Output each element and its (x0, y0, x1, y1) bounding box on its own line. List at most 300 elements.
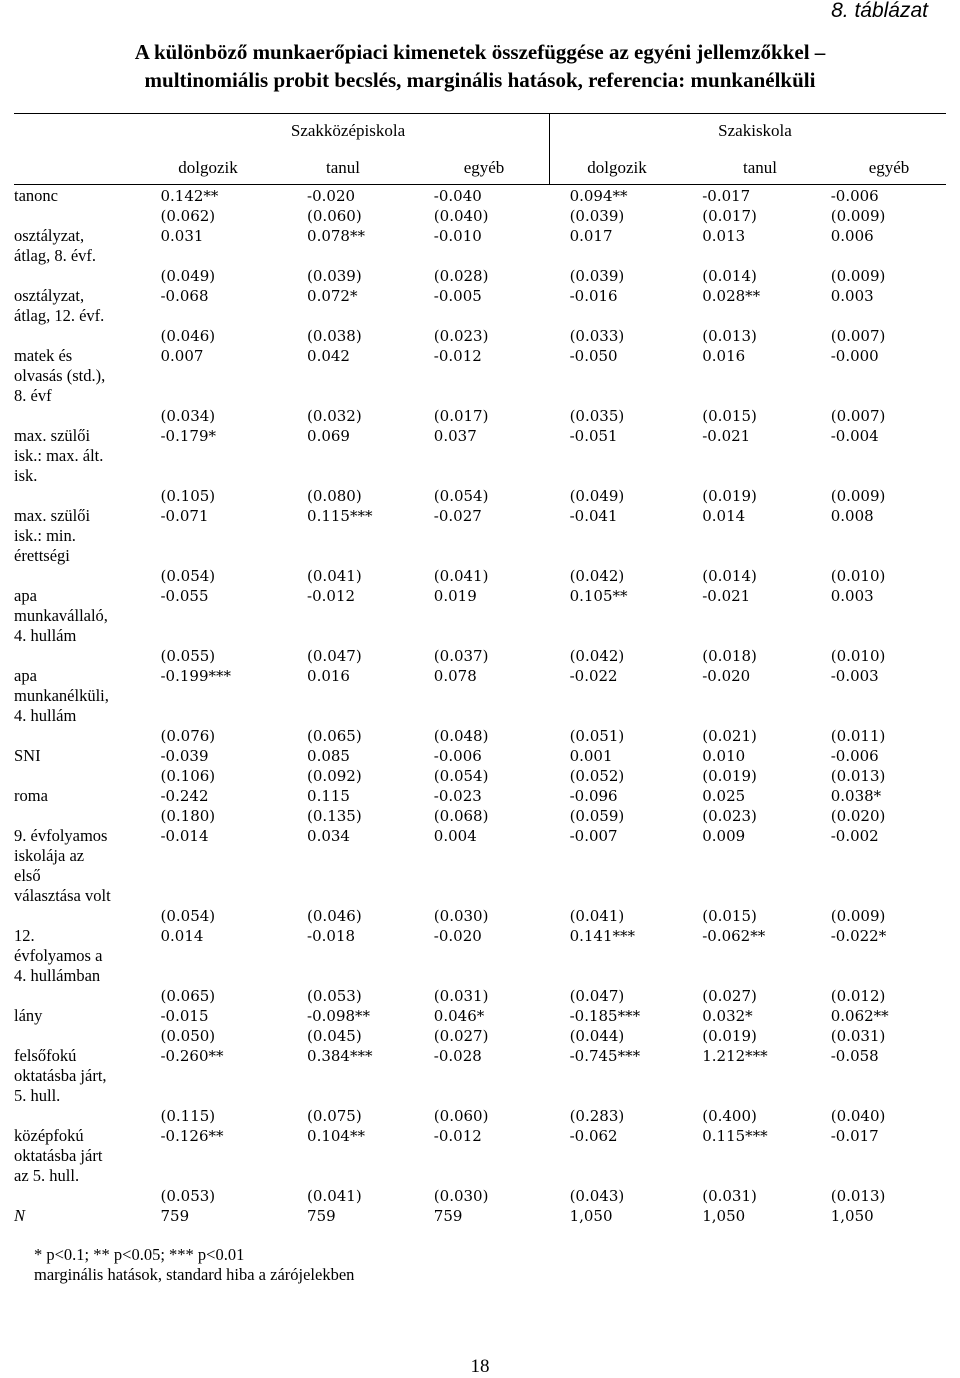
coef-cell (702, 606, 831, 626)
coef-cell (570, 866, 703, 886)
row-label: isk. (14, 466, 38, 485)
se-cell: (0.015) (702, 907, 757, 925)
coef-cell (831, 1066, 960, 1086)
n-cell: 1,050 (830, 1207, 874, 1225)
coef-cell (160, 626, 307, 646)
se-cell: (0.031) (433, 987, 489, 1005)
coef-cell (307, 446, 434, 466)
coef-cell (831, 546, 960, 566)
row-label: az 5. hull. (14, 1166, 80, 1185)
se-cell: (0.009) (830, 207, 886, 225)
coef-cell (307, 846, 434, 866)
coef-cell (570, 306, 703, 326)
coef-cell: 0.010 (702, 747, 746, 765)
coef-cell (702, 366, 831, 386)
se-cell: (0.050) (160, 1027, 216, 1045)
se-cell: (0.041) (433, 567, 489, 585)
se-cell: (0.115) (160, 1107, 216, 1125)
column-header: egyéb (868, 158, 910, 177)
se-cell: (0.027) (702, 987, 757, 1005)
se-cell: (0.007) (830, 327, 886, 345)
row-label: 8. évf (14, 386, 52, 405)
coef-cell: -0.022 (569, 667, 618, 685)
coef-cell (831, 526, 960, 546)
table-row-se (14, 266, 960, 286)
coef-cell: 0.009 (702, 827, 746, 845)
se-cell: (0.027) (433, 1027, 489, 1045)
coef-cell (702, 466, 831, 486)
row-label-empty (14, 806, 160, 826)
se-cell: (0.009) (830, 907, 886, 925)
coef-cell: -0.006 (830, 747, 879, 765)
se-cell: (0.040) (830, 1107, 886, 1125)
coef-cell (434, 446, 570, 466)
coef-cell: 0.072* (307, 287, 358, 305)
coef-cell (570, 446, 703, 466)
coef-cell: -0.014 (160, 827, 209, 845)
coef-cell (831, 846, 960, 866)
table-row (14, 966, 960, 986)
se-cell: (0.046) (160, 327, 216, 345)
se-cell: (0.014) (702, 567, 757, 585)
coef-cell (307, 366, 434, 386)
coef-cell: 0.142** (160, 187, 219, 205)
row-label: tanonc (14, 186, 58, 205)
coef-cell (570, 246, 703, 266)
row-label: max. szülői (14, 506, 91, 525)
coef-cell: 0.115*** (702, 1127, 768, 1145)
se-cell: (0.135) (307, 807, 362, 825)
row-label: átlag, 12. évf. (14, 306, 105, 325)
coef-cell (160, 686, 307, 706)
coef-cell: -0.012 (433, 347, 482, 365)
coef-cell: 0.003 (830, 287, 874, 305)
coef-cell: 0.042 (307, 347, 350, 365)
row-label-empty (14, 1026, 160, 1046)
coef-cell (160, 1166, 307, 1186)
se-cell: (0.054) (433, 767, 489, 785)
footnote-note: marginális hatások, standard hiba a zárójelekben (34, 1265, 355, 1284)
coef-cell: -0.185*** (569, 1007, 641, 1025)
se-cell: (0.035) (569, 407, 625, 425)
coef-cell (702, 686, 831, 706)
table-row-se (14, 206, 960, 226)
row-label: munkanélküli, (14, 686, 109, 705)
row-label: roma (14, 786, 48, 805)
coef-cell (570, 886, 703, 906)
coef-cell (160, 1066, 307, 1086)
row-label: évfolyamos a (14, 946, 103, 965)
coef-cell: 0.001 (569, 747, 613, 765)
table-row (14, 466, 960, 486)
coef-cell (702, 246, 831, 266)
se-cell: (0.043) (569, 1187, 625, 1205)
row-label-empty (14, 266, 160, 286)
coef-cell: -0.055 (160, 587, 209, 605)
se-cell: (0.019) (702, 767, 757, 785)
se-cell: (0.400) (702, 1107, 757, 1125)
coef-cell: 0.006 (830, 227, 874, 245)
se-cell: (0.015) (702, 407, 757, 425)
row-label: első (14, 866, 41, 885)
coef-cell (570, 366, 703, 386)
row-label: érettségi (14, 546, 70, 565)
table-row-se (14, 1106, 960, 1126)
header-rule (14, 184, 946, 185)
column-header: tanul (743, 158, 777, 177)
table-row-se (14, 646, 960, 666)
row-label: 4. hullám (14, 626, 77, 645)
coef-cell (434, 1146, 570, 1166)
row-label: 12. (14, 926, 35, 945)
row-label: 4. hullámban (14, 966, 101, 985)
coef-cell (831, 1146, 960, 1166)
coef-cell (831, 886, 960, 906)
se-cell: (0.030) (433, 1187, 489, 1205)
coef-cell: -0.199*** (160, 667, 231, 685)
se-cell: (0.023) (702, 807, 757, 825)
coef-cell (434, 246, 570, 266)
se-cell: (0.017) (433, 407, 489, 425)
coef-cell: 0.104** (307, 1127, 365, 1145)
se-cell: (0.283) (569, 1107, 625, 1125)
coef-cell (702, 1086, 831, 1106)
row-label: apa (14, 666, 37, 685)
n-cell: 759 (160, 1207, 190, 1225)
row-label-empty (14, 486, 160, 506)
coef-cell: 0.025 (702, 787, 746, 805)
se-cell: (0.055) (160, 647, 216, 665)
coef-cell (434, 306, 570, 326)
coef-cell: 0.105** (569, 587, 628, 605)
table-row (14, 866, 960, 886)
group-header-szakiskola: Szakiskola (718, 121, 792, 140)
se-cell: (0.020) (830, 807, 886, 825)
coef-cell: -0.005 (433, 287, 482, 305)
row-label-empty (14, 766, 160, 786)
se-cell: (0.042) (569, 647, 625, 665)
row-label: 9. évfolyamos (14, 826, 108, 845)
table-row (14, 846, 960, 866)
row-label: matek és (14, 346, 73, 365)
coef-cell (570, 1146, 703, 1166)
coef-cell: -0.068 (160, 287, 209, 305)
table-row (14, 946, 960, 966)
row-label-empty (14, 726, 160, 746)
table-row-n (14, 1206, 960, 1226)
coef-cell: -0.015 (160, 1007, 209, 1025)
se-cell: (0.047) (307, 647, 362, 665)
coef-cell (160, 606, 307, 626)
coef-cell (831, 1086, 960, 1106)
table-row (14, 606, 960, 626)
title-line-2: multinomiális probit becslés, marginális hatások, referencia: munkanélküli (144, 68, 816, 92)
coef-cell: -0.745*** (569, 1047, 641, 1065)
coef-cell (570, 526, 703, 546)
column-header: dolgozik (587, 158, 647, 177)
table-tag: 8. táblázat (831, 0, 928, 22)
se-cell: (0.039) (569, 267, 625, 285)
table-row (14, 506, 960, 526)
coef-cell: 0.008 (830, 507, 874, 525)
se-cell: (0.049) (569, 487, 625, 505)
column-header: egyéb (463, 158, 505, 177)
coef-cell (702, 706, 831, 726)
se-cell: (0.021) (702, 727, 757, 745)
coef-cell: -0.017 (830, 1127, 879, 1145)
table-row (14, 1006, 960, 1026)
se-cell: (0.012) (830, 987, 886, 1005)
se-cell: (0.009) (830, 487, 886, 505)
table-row (14, 786, 960, 806)
coef-cell: 0.013 (702, 227, 746, 245)
coef-cell: -0.023 (433, 787, 482, 805)
coef-cell: 0.046* (433, 1007, 485, 1025)
se-cell: (0.023) (433, 327, 489, 345)
se-cell: (0.046) (307, 907, 362, 925)
results-table (14, 186, 960, 1226)
coef-cell: 0.007 (160, 347, 204, 365)
coef-cell (831, 466, 960, 486)
coef-cell (831, 626, 960, 646)
se-cell: (0.060) (433, 1107, 489, 1125)
coef-cell: -0.027 (433, 507, 482, 525)
coef-cell: -0.028 (433, 1047, 482, 1065)
table-row (14, 666, 960, 686)
coef-cell (702, 866, 831, 886)
coef-cell (434, 546, 570, 566)
table-row (14, 1166, 960, 1186)
table-row (14, 1066, 960, 1086)
row-label-empty (14, 406, 160, 426)
se-cell: (0.019) (702, 487, 757, 505)
coef-cell (702, 1066, 831, 1086)
coef-cell: -0.010 (433, 227, 482, 245)
se-cell: (0.017) (702, 207, 757, 225)
coef-cell: -0.021 (702, 427, 751, 445)
page-title (0, 38, 960, 94)
se-cell: (0.031) (830, 1027, 886, 1045)
table-row (14, 1086, 960, 1106)
coef-cell: 0.062** (830, 1007, 889, 1025)
coef-cell (570, 1086, 703, 1106)
coef-cell: -0.179* (160, 427, 216, 445)
coef-cell: 0.078 (433, 667, 477, 685)
row-label: osztályzat, (14, 226, 85, 245)
coef-cell (570, 686, 703, 706)
table-row-se (14, 986, 960, 1006)
row-label: oktatásba járt (14, 1146, 103, 1165)
coef-cell (434, 1066, 570, 1086)
coef-cell (570, 706, 703, 726)
row-label: 5. hull. (14, 1086, 61, 1105)
coef-cell (434, 526, 570, 546)
coef-cell (434, 886, 570, 906)
coef-cell: -0.003 (830, 667, 879, 685)
table-row (14, 1046, 960, 1066)
coef-cell: -0.000 (830, 347, 879, 365)
table-row (14, 226, 960, 246)
coef-cell (434, 626, 570, 646)
coef-cell (831, 946, 960, 966)
row-label: oktatásba járt, (14, 1066, 107, 1085)
footnote-significance: * p<0.1; ** p<0.05; *** p<0.01 (34, 1245, 245, 1264)
coef-cell (570, 946, 703, 966)
column-header: dolgozik (178, 158, 238, 177)
coef-cell (160, 546, 307, 566)
table-row (14, 926, 960, 946)
row-label-empty (14, 1186, 160, 1206)
coef-cell (307, 306, 434, 326)
se-cell: (0.106) (160, 767, 216, 785)
coef-cell (702, 626, 831, 646)
se-cell: (0.054) (433, 487, 489, 505)
coef-cell (307, 386, 434, 406)
se-cell: (0.041) (569, 907, 625, 925)
coef-cell: -0.018 (307, 927, 356, 945)
coef-cell (831, 446, 960, 466)
coef-cell (434, 606, 570, 626)
coef-cell (434, 966, 570, 986)
coef-cell (434, 946, 570, 966)
se-cell: (0.014) (702, 267, 757, 285)
coef-cell: -0.004 (830, 427, 879, 445)
coef-cell: -0.012 (307, 587, 356, 605)
coef-cell (570, 1066, 703, 1086)
se-cell: (0.032) (307, 407, 362, 425)
coef-cell: -0.017 (702, 187, 751, 205)
n-cell: 759 (307, 1207, 336, 1225)
coef-cell (702, 306, 831, 326)
coef-cell (434, 846, 570, 866)
se-cell: (0.013) (830, 767, 886, 785)
coef-cell (831, 1166, 960, 1186)
se-cell: (0.009) (830, 267, 886, 285)
coef-cell: 0.014 (702, 507, 746, 525)
row-label: olvasás (std.), (14, 366, 106, 385)
coef-cell (160, 966, 307, 986)
table-row-se (14, 906, 960, 926)
coef-cell: -0.016 (569, 287, 618, 305)
coef-cell (434, 686, 570, 706)
group-divider (549, 113, 550, 184)
coef-cell (434, 1086, 570, 1106)
coef-cell (570, 626, 703, 646)
coef-cell (434, 866, 570, 886)
coef-cell: 0.384*** (307, 1047, 373, 1065)
se-cell: (0.041) (307, 567, 362, 585)
table-row-se (14, 806, 960, 826)
table-row-se (14, 1186, 960, 1206)
row-label-empty (14, 566, 160, 586)
n-cell: 1,050 (569, 1207, 613, 1225)
table-row (14, 706, 960, 726)
coef-cell (702, 1146, 831, 1166)
coef-cell (160, 466, 307, 486)
coef-cell: -0.098** (307, 1007, 371, 1025)
coef-cell: 0.016 (307, 667, 350, 685)
se-cell: (0.053) (307, 987, 362, 1005)
row-label: apa (14, 586, 37, 605)
coef-cell (831, 966, 960, 986)
coef-cell (160, 886, 307, 906)
n-cell: 1,050 (702, 1207, 746, 1225)
coef-cell (160, 306, 307, 326)
se-cell: (0.068) (433, 807, 489, 825)
table-row-se (14, 326, 960, 346)
coef-cell (570, 1166, 703, 1186)
table-row (14, 1126, 960, 1146)
se-cell: (0.042) (569, 567, 625, 585)
coef-cell (702, 386, 831, 406)
coef-cell: 0.032* (702, 1007, 753, 1025)
page-number: 18 (470, 1356, 490, 1377)
se-cell: (0.051) (569, 727, 625, 745)
coef-cell: 0.017 (569, 227, 613, 245)
coef-cell: 0.038* (830, 787, 882, 805)
coef-cell (307, 626, 434, 646)
coef-cell (307, 466, 434, 486)
coef-cell: 0.115 (307, 787, 350, 805)
coef-cell: 0.003 (830, 587, 874, 605)
coef-cell: -0.058 (830, 1047, 879, 1065)
coef-cell (831, 366, 960, 386)
se-cell: (0.019) (702, 1027, 757, 1045)
coef-cell: -0.041 (569, 507, 618, 525)
se-cell: (0.075) (307, 1107, 362, 1125)
coef-cell (307, 946, 434, 966)
se-cell: (0.028) (433, 267, 489, 285)
coef-cell: -0.020 (433, 927, 482, 945)
coef-cell: -0.126** (160, 1127, 224, 1145)
coef-cell (160, 1086, 307, 1106)
coef-cell: 0.028** (702, 287, 761, 305)
row-label: 4. hullám (14, 706, 77, 725)
coef-cell: 0.004 (433, 827, 477, 845)
table-row (14, 246, 960, 266)
table-row-se (14, 766, 960, 786)
coef-cell (702, 886, 831, 906)
coef-cell: 0.019 (433, 587, 477, 605)
coef-cell (434, 386, 570, 406)
coef-cell: 0.031 (160, 227, 204, 245)
coef-cell (160, 446, 307, 466)
coef-cell: -0.006 (433, 747, 482, 765)
coef-cell (702, 966, 831, 986)
coef-cell (831, 606, 960, 626)
table-row (14, 686, 960, 706)
coef-cell (307, 686, 434, 706)
coef-cell (434, 1166, 570, 1186)
coef-cell (307, 246, 434, 266)
table-row (14, 306, 960, 326)
coef-cell (160, 706, 307, 726)
table-row-se (14, 726, 960, 746)
coef-cell (434, 706, 570, 726)
table-row (14, 366, 960, 386)
coef-cell: 0.069 (307, 427, 350, 445)
row-label-empty (14, 986, 160, 1006)
coef-cell: 0.037 (433, 427, 477, 445)
coef-cell: 1.212*** (702, 1047, 768, 1065)
coef-cell (702, 1166, 831, 1186)
coef-cell: -0.242 (160, 787, 209, 805)
coef-cell (702, 946, 831, 966)
se-cell: (0.065) (160, 987, 216, 1005)
se-cell: (0.105) (160, 487, 216, 505)
coef-cell (831, 706, 960, 726)
coef-cell (702, 846, 831, 866)
